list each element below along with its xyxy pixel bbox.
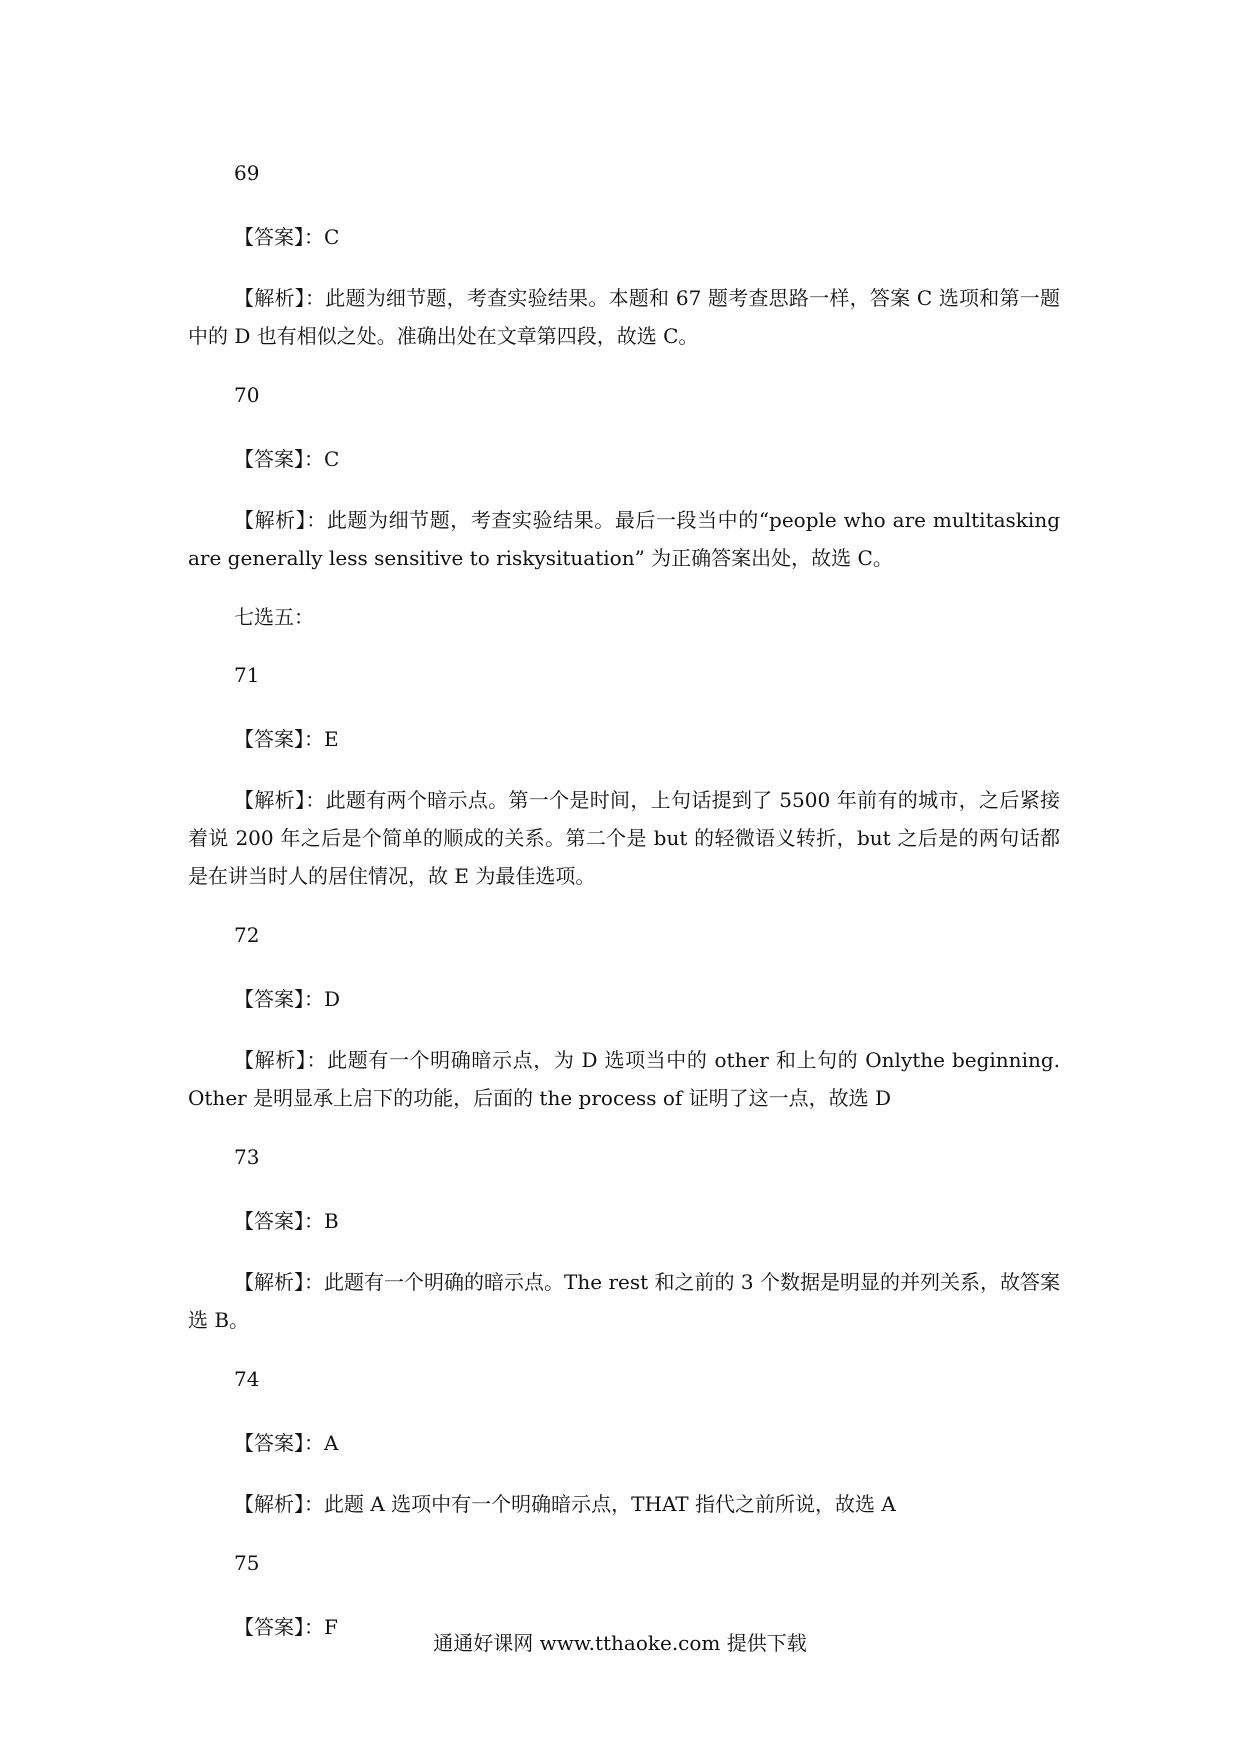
explanation-text: 此题为细节题，考查实验结果。本题和 67 题考查思路一样，答案 C 选项和第一题中的 D 也有相似之处。准确出处在文章第四段，故选 C。 [188,286,1061,348]
explanation-separator: ： [304,1492,324,1516]
explanation-71 [188,781,1060,895]
answer-74 [234,1425,1060,1461]
answer-70 [234,441,1060,477]
question-number-70: 70 [234,383,260,407]
page-footer: 通通好课网 www.tthaoke.com 提供下载 [433,1631,807,1655]
answer-value: F [324,1615,338,1639]
explanation-69 [188,279,1060,355]
question-number-71: 71 [234,663,260,687]
explanation-text: 此题有一个明确暗示点，为 D 选项当中的 other 和上句的 Onlythe beginning. Other 是明显承上启下的功能，后面的 the process of 证明了这一点，故选 D [188,1048,1061,1110]
explanation-text: 此题有两个暗示点。第一个是时间，上句话提到了 5500 年前有的城市，之后紧接着说 200 年之后是个简单的顺成的关系。第二个是 but 的轻微语义转折，but 之后是的两句话都是在讲当时人的居住情况，故 E 为最佳选项。 [188,788,1061,888]
answer-73 [234,1203,1060,1239]
explanation-label: 【解析】 [234,286,305,310]
explanation-label: 【解析】 [234,1492,304,1516]
answer-value: B [324,1209,339,1233]
explanation-text: 此题有一个明确的暗示点。The rest 和之前的 3 个数据是明显的并列关系，故答案选 B。 [188,1270,1061,1332]
section-heading-seven-choose-five: 七选五： [234,605,314,629]
answer-label: 【答案】 [234,225,304,249]
explanation-74 [188,1485,1060,1523]
explanation-label: 【解析】 [234,1270,305,1294]
answer-separator: ： [304,225,324,249]
answer-69 [234,219,1060,255]
answer-value: C [324,447,340,471]
answer-value: D [324,987,341,1011]
explanation-separator: ： [304,286,326,310]
answer-label: 【答案】 [234,447,304,471]
answer-value: A [324,1431,339,1455]
answer-separator: ： [304,1209,324,1233]
answer-label: 【答案】 [234,1615,304,1639]
answer-71 [234,721,1060,757]
explanation-text: 此题为细节题，考查实验结果。最后一段当中的“people who are multitasking are generally less sensitive to riskysituation” 为正确答案出处，故选 C。 [188,508,1060,570]
explanation-separator: ： [305,788,326,812]
answer-separator: ： [304,1615,324,1639]
question-number-73: 73 [234,1145,260,1169]
answer-label: 【答案】 [234,987,304,1011]
explanation-separator: ： [304,1270,325,1294]
explanation-label: 【解析】 [234,1048,307,1072]
question-number-74: 74 [234,1367,260,1391]
answer-label: 【答案】 [234,1431,304,1455]
question-number-72: 72 [234,923,260,947]
explanation-label: 【解析】 [234,508,307,532]
answer-separator: ： [304,447,324,471]
explanation-text: 此题 A 选项中有一个明确暗示点，THAT 指代之前所说，故选 A [324,1492,896,1516]
question-number-75: 75 [234,1551,260,1575]
answer-72 [234,981,1060,1017]
answer-separator: ： [304,1431,324,1455]
explanation-separator: ： [306,508,327,532]
answer-separator: ： [304,987,324,1011]
explanation-73 [188,1263,1060,1339]
answer-label: 【答案】 [234,1209,304,1233]
answer-separator: ： [304,727,324,751]
explanation-72 [188,1041,1060,1117]
explanation-separator: ： [306,1048,328,1072]
answer-value: E [324,727,339,751]
answer-value: C [324,225,340,249]
explanation-label: 【解析】 [234,788,306,812]
answer-key-content [188,155,1060,1669]
question-number-69: 69 [234,161,260,185]
answer-label: 【答案】 [234,727,304,751]
explanation-70 [188,501,1060,577]
